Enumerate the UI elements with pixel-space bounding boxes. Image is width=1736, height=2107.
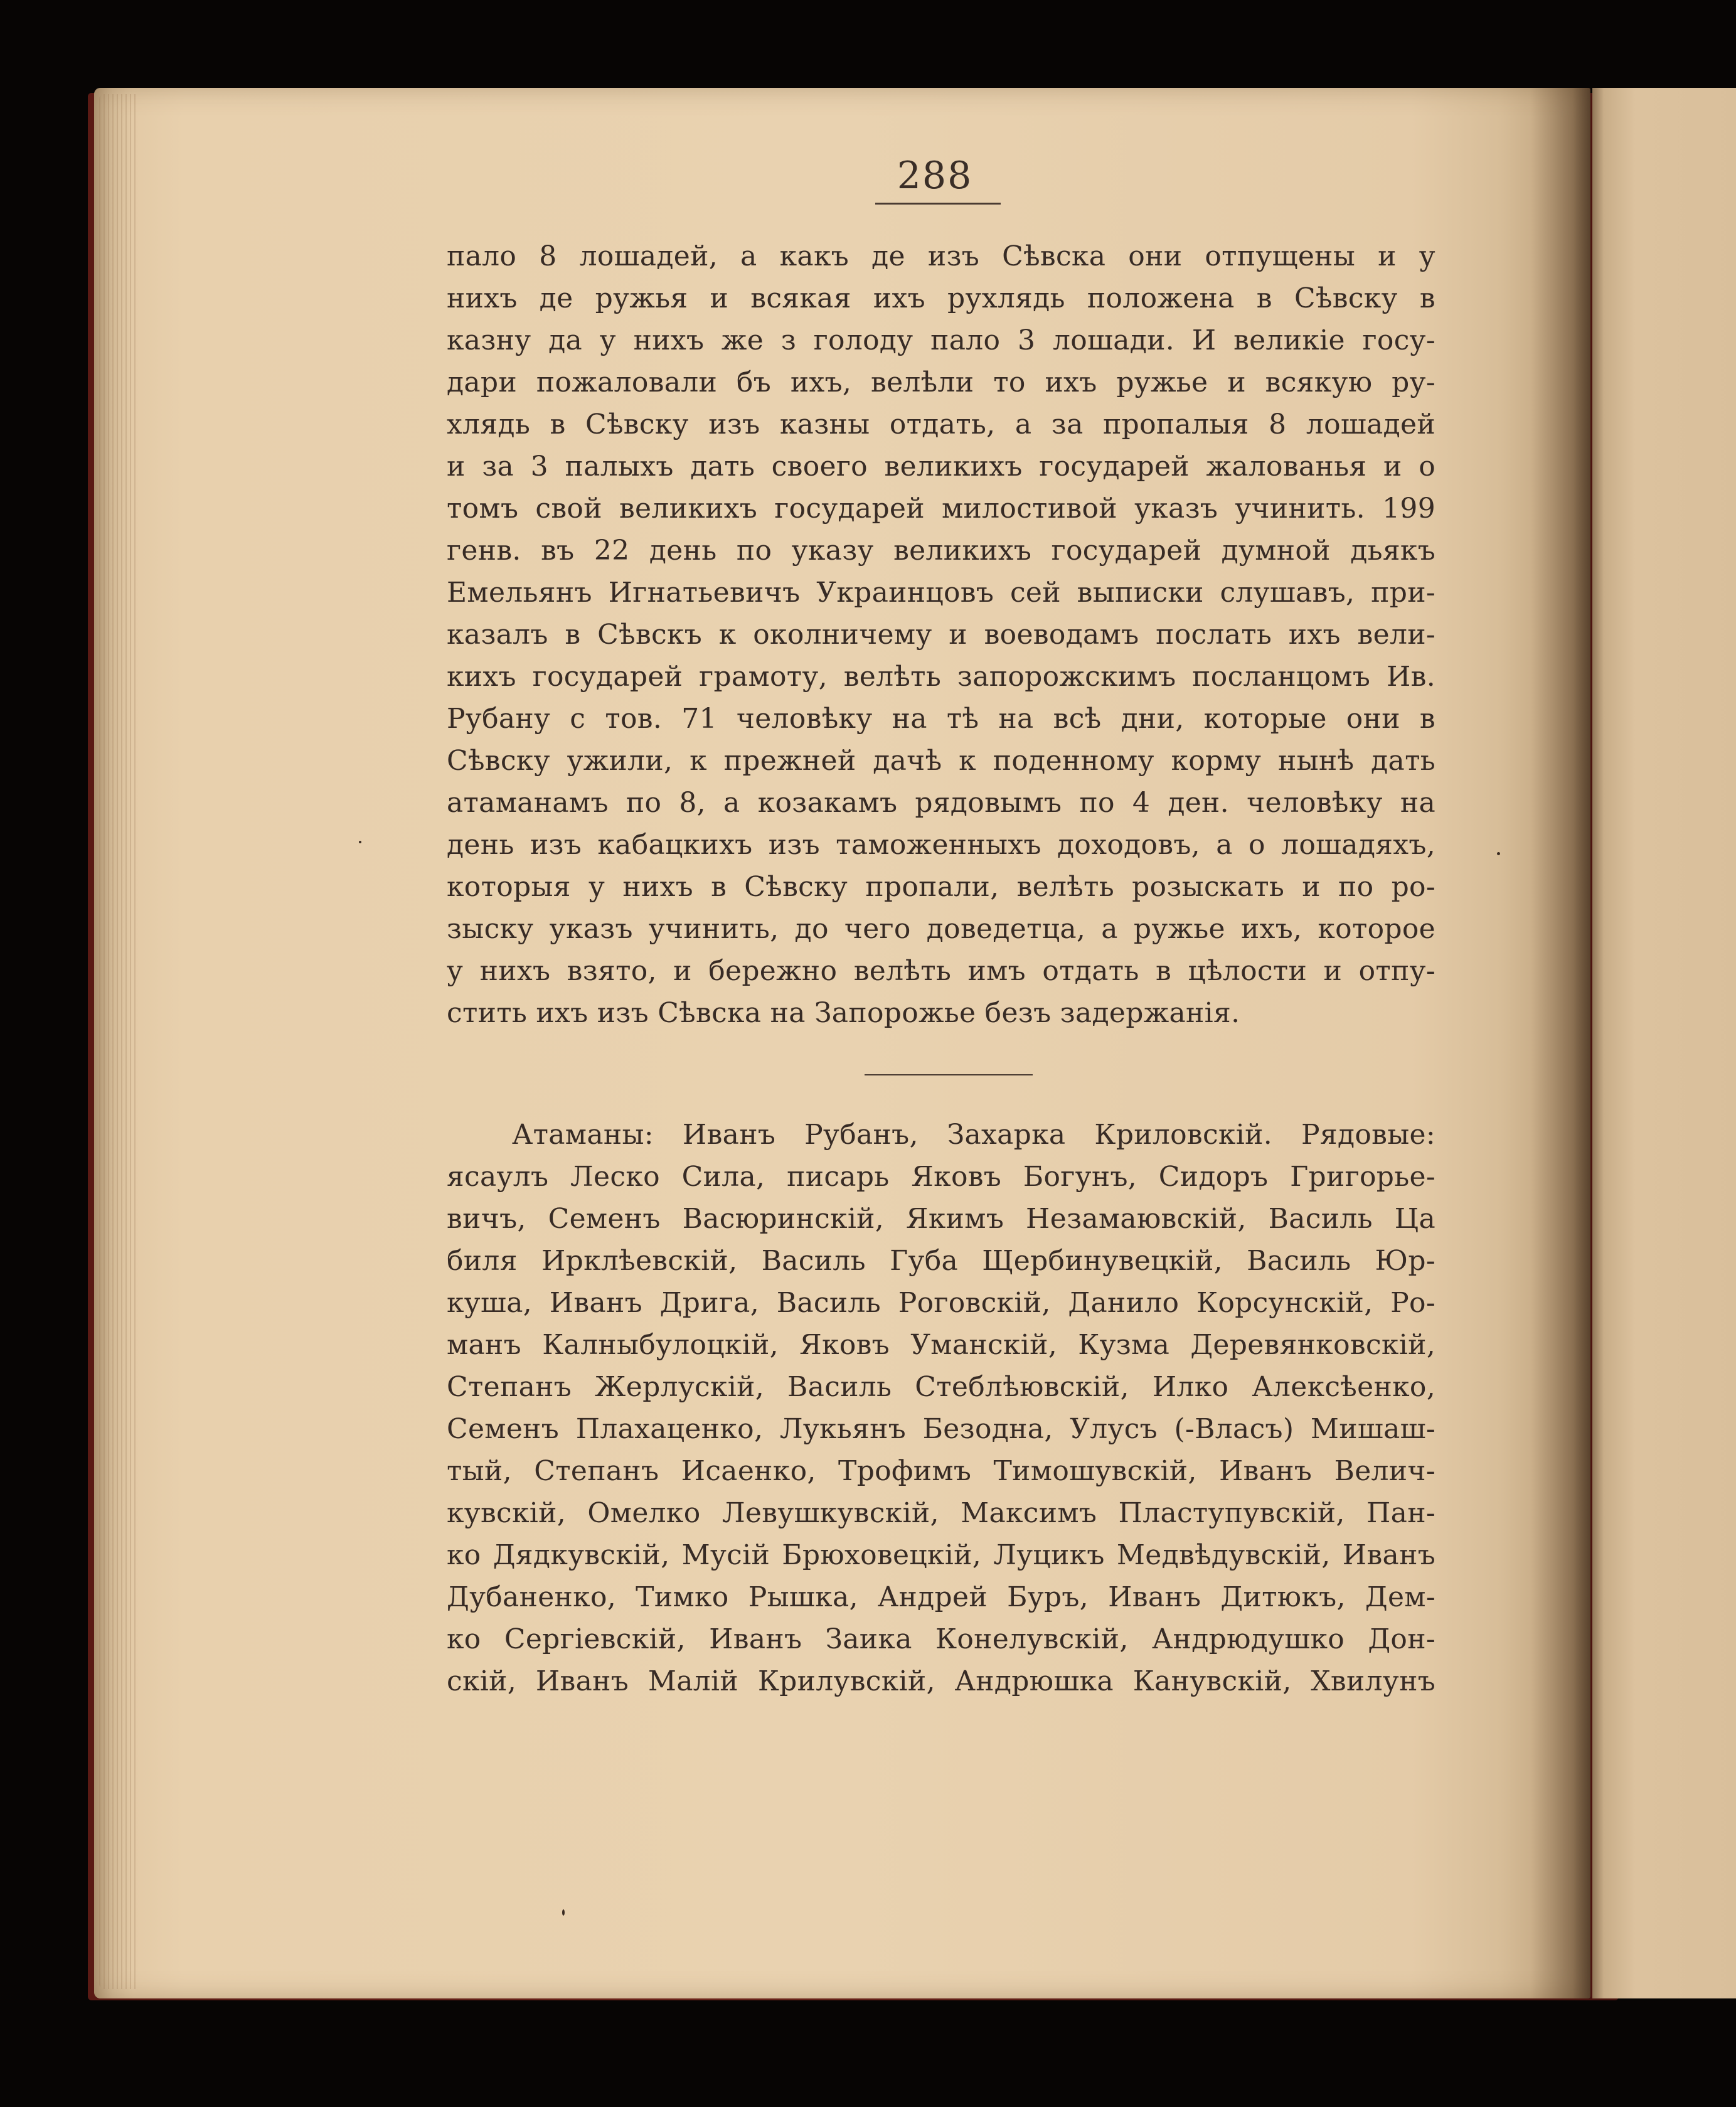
text-line: стить ихъ изъ Сѣвска на Запорожье безъ задержанія.	[447, 997, 1240, 1029]
text-line: Атаманы: Иванъ Рубанъ, Захарка Криловскій. Рядовые:	[512, 1119, 1435, 1151]
text-line: Емельянъ Игнатьевичъ Украинцовъ сей выписки слушавъ, при-	[447, 577, 1435, 609]
header-rule	[875, 203, 1001, 205]
text-line: нихъ де ружья и всякая ихъ рухлядь положена в Сѣвску в	[447, 282, 1435, 314]
text-line: которыя у нихъ в Сѣвску пропали, велѣть розыскать и по ро-	[447, 871, 1435, 903]
text-line: кувскій, Омелко Левушкувскій, Максимъ Пластупувскій, Пан-	[447, 1497, 1435, 1529]
ink-speck	[359, 841, 361, 843]
text-line: Сѣвску ужили, к прежней дачѣ к поденному корму нынѣ дать	[447, 745, 1435, 777]
text-line: Семенъ Плахаценко, Лукьянъ Безодна, Улусъ (-Власъ) Мишаш-	[447, 1413, 1435, 1445]
text-line: хлядь в Сѣвску изъ казны отдать, а за пропалыя 8 лошадей	[447, 408, 1435, 440]
text-line: день изъ кабацкихъ изъ таможенныхъ доходовъ, а о лошадяхъ,	[447, 829, 1435, 861]
text-line: казалъ в Сѣвскъ к околничему и воеводамъ послать ихъ вели-	[447, 619, 1435, 651]
text-line: Рубану с тов. 71 человѣку на тѣ на всѣ дни, которые они в	[447, 703, 1435, 735]
text-line: генв. въ 22 день по указу великихъ государей думной дьякъ	[447, 535, 1435, 567]
text-line: ясаулъ Леско Сила, писарь Яковъ Богунъ, Сидоръ Григорье-	[447, 1161, 1435, 1193]
text-line: казну да у нихъ же з голоду пало 3 лошади. И великіе госу-	[447, 324, 1435, 356]
facing-page-edge	[1592, 88, 1736, 1998]
text-line: и за 3 палыхъ дать своего великихъ государей жалованья и о	[447, 451, 1435, 483]
text-line: томъ свой великихъ государей милостивой указъ учинить. 199	[447, 493, 1435, 525]
text-line: скій, Иванъ Малій Крилувскій, Андрюшка Канувскій, Хвилунъ	[447, 1665, 1435, 1697]
text-line: тый, Степанъ Исаенко, Трофимъ Тимошувскій, Иванъ Велич-	[447, 1455, 1435, 1487]
paragraph-1	[447, 235, 1435, 1034]
section-divider	[865, 1074, 1033, 1075]
text-line: Дубаненко, Тимко Рышка, Андрей Буръ, Иванъ Дитюкъ, Дем-	[447, 1581, 1435, 1613]
text-line: манъ Калныбулоцкій, Яковъ Уманскій, Кузма Деревянковскій,	[447, 1329, 1435, 1361]
text-line: кихъ государей грамоту, велѣть запорожскимъ посланцомъ Ив.	[447, 661, 1435, 693]
text-line: Степанъ Жерлускій, Василь Стеблѣювскій, Илко Алексѣенко,	[447, 1371, 1435, 1403]
page-number: 288	[897, 154, 973, 198]
ink-speck	[562, 1909, 565, 1916]
text-line: зыску указъ учинить, до чего доведетца, а ружье ихъ, которое	[447, 913, 1435, 945]
page-stack-edges	[99, 94, 138, 1989]
text-line: вичъ, Семенъ Васюринскій, Якимъ Незамаювскій, Василь Ца	[447, 1203, 1435, 1235]
text-line: биля Ирклѣевскій, Василь Губа Щербинувецкій, Василь Юр-	[447, 1245, 1435, 1277]
paragraph-2	[447, 1114, 1435, 1702]
text-line: ко Сергіевскій, Иванъ Заика Конелувскій, Андрюдушко Дон-	[447, 1623, 1435, 1655]
gutter-shadow	[1531, 88, 1590, 1998]
text-line: пало 8 лошадей, а какъ де изъ Сѣвска они отпущены и у	[447, 240, 1435, 272]
text-line: дари пожаловали бъ ихъ, велѣли то ихъ ружье и всякую ру-	[447, 366, 1435, 398]
text-line: куша, Иванъ Дрига, Василь Роговскій, Данило Корсунскій, Ро-	[447, 1287, 1435, 1319]
text-line: ко Дядкувскій, Мусій Брюховецкій, Луцикъ Медвѣдувскій, Иванъ	[447, 1539, 1435, 1571]
text-line: атаманамъ по 8, а козакамъ рядовымъ по 4 ден. человѣку на	[447, 787, 1435, 819]
text-line: у нихъ взято, и бережно велѣть имъ отдать в цѣлости и отпу-	[447, 955, 1435, 987]
ink-speck	[1497, 852, 1500, 855]
